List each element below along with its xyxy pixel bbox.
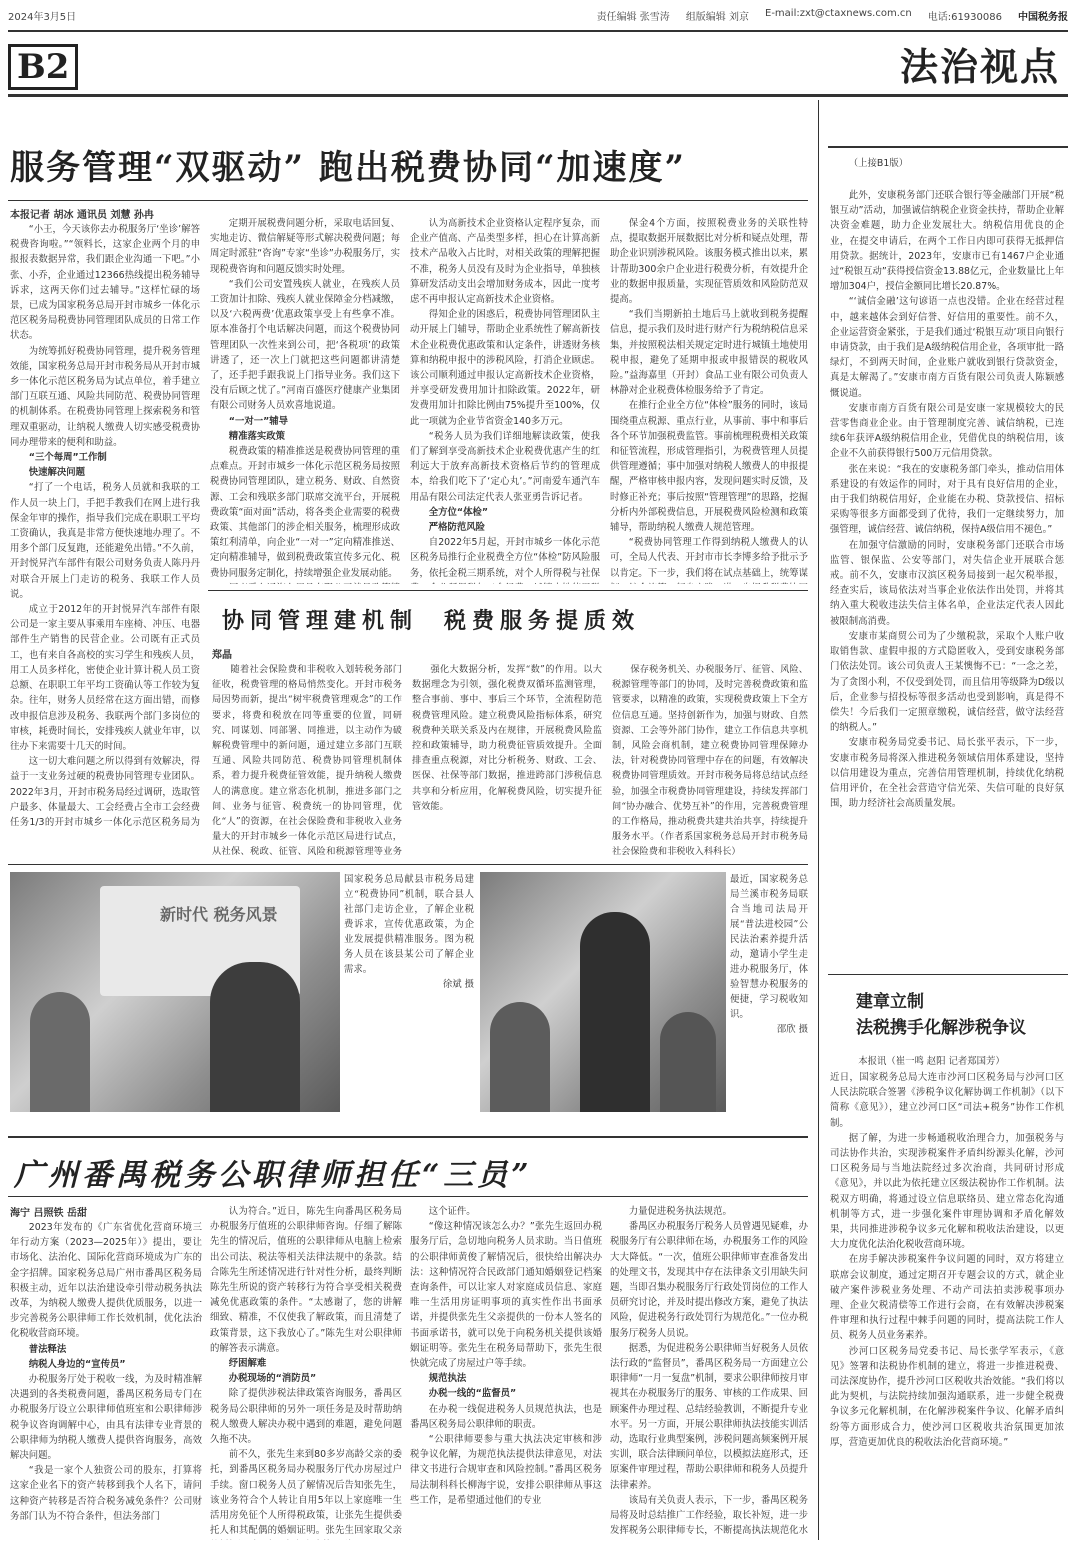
main-column-3 [410,216,600,584]
opinion-byline: 郑晶 [212,650,232,661]
guangzhou-column-1 [10,1220,202,1540]
photo-credit: 徐斌 摄 [442,979,474,990]
paragraph: “‘诚信金融’这句谚语一点也没错。企业在经营过程中，越来越体会到好信誉、好信用的重要性。前不久，企业运营资金紧张，于是我们通过‘税银互动’项目向银行申请贷款，由于我们是A级纳税信用企业，各项审批一路绿灯，不到两天时间，企业账户就收到银行贷款资金，真是太解渴了。”安康市南方百货有限公司负责人陈颖感慨说道。 [830,296,1064,399]
subhead: 办税现场的“消防员” [228,1373,317,1385]
guangzhou-column-4 [610,1204,808,1540]
subhead: 纳税人身边的“宣传员” [28,1358,126,1370]
section-title: 法治视点 [899,44,1060,89]
main-byline: 本报记者 胡冰 通讯员 刘慧 孙冉 [10,210,154,221]
student-figure [490,1002,550,1112]
paragraph: 随着社会保险费和非税收入划转税务部门征收，税费管理的格局悄然变化。开封市税务局因势而新，提出“树牢税费管理观念”的工作要求，将费和税放在同等重要的位置，同研究、同谋划、同部署、同推进，以主动作为破解税费管理中的新问题，通过建立多部门互联互通、风险共同防范、税费协同管理机制体系，着力提升税费征管效能，提升纳税人缴费人的满意度。建立常态化机制，推进多部门之间、业务与征管、税费统一的协同管理，优化“人”的资源，在社会保险费和非税收入业务量大的开封市城乡一体化示范区局进行试点，从社保、税政、征管、风险和税源管理等业务 [212,664,402,858]
photo-caption: 国家税务总局献县市税务局建立“税费协同”机制，联合县人社部门走访企业，了解企业税费诉求，宣传优惠政策，为企业发展提供精准服务。图为税务人员在该县某公司了解企业需求。 [344,874,474,975]
paragraph: 据悉，为促进税务公职律师当好税务人员依法行政的“监督员”，番禺区税务局一方面建立公职律师“一月一复盘”机制，要求公职律师按月审视其在办税服务厅的服务、审核的工作成果、回顾案件办理过程、总结经验教训，不断提升专业水平。另一方面，开展公职律师执法技能实训活动，选取行业典型案例，涉税问题高频案例开展实训，联合法律顾问单位，以模拟法庭形式，还原案件审理过程，帮助公职律师和税务人员提升法律素养。 [610,1342,808,1491]
subhead: 精准落实政策 [228,430,286,442]
exhibit-banner: 新时代 税务风景 [160,905,278,924]
email-address: E-mail:zxt@ctaxnews.com.cn [765,7,912,19]
main-headline: 服务管理“双驱动” 跑出税费协同“加速度” [10,148,687,188]
paragraph: 除了提供涉税法律政策咨询服务，番禺区税务局公职律师的另外一项任务是及时帮助纳税人缴费人解决办税中遇到的难题，避免问题久拖不决。 [210,1388,402,1446]
paragraph: 近日，国家税务总局大连市沙河口区税务局与沙河口区人民法院联合签署《涉税争议化解协调工作机制》（以下简称《意见》），建立沙河口区“司法+税务”协作工作机制。 [830,1072,1064,1129]
masthead-bar [8,4,1068,26]
paragraph: 在办税一线促进税务人员规范执法，也是番禺区税务局公职律师的职责。 [410,1403,602,1430]
paragraph: “我们当期新拍土地后马上就收到税务提醒信息，提示我们及时进行财产行为税纳税信息采集，并按照税法相关规定定时进行城镇土地使用税申报，避免了延期申报或申报错误的税收风险。”益海嘉里（开封）食品工业有限公司负责人林静对企业税费体检服务给予了肯定。 [610,309,808,397]
paragraph: 成立于2012年的开封悦昇汽车部件有限公司是一家主要从事乘用车座椅、冲压、电器部件生产销售的民营企业。公司既有正式员工，也有来自各高校的实习学生和残疾人员，用工人员多样化，密使企业计算计税人员工资总额、在职职工年平均工资确认等工作较为复杂。往年，财务人员经常在这方面出错，而修改申报信息涉及税务、我联两个部门多岗位的审核，耗费时间长，安排残疾人就业年审，以往办下来需要十几天的时间。 [10,604,200,752]
headline-rule [8,200,808,201]
subhead: “三个每周”工作制 [28,452,107,464]
paragraph: 张在来说：“我在的安康税务部门牵头，推动信用体系建设的有效运作的同时，对于具有良好信用的企业，由于我们纳税信用好，企业能在办税、贷款授信、招标采购等很多方面都受到了优待，我们一定继续努力，加强管理，诚信经营、诚信纳税，保持A级信用不褪色。” [830,463,1064,536]
paragraph: 自2022年5月起，开封市城乡一体化示范区税务局推行企业税费全方位“体检”防风险服务，依托金税三期系统，对个人所得税与社保 [410,537,600,579]
paragraph: 在房手解决涉税案件争议问题的同时，双方将建立联席会议制度，通过定期召开专题会议的方式，就企业破产案件涉税业务处理、不动产司法拍卖涉税事项办理、企业欠税清偿等工作进行会商，在有效解决涉税案件审理和执行过程中棘手问题的同时，提高法院工作人员、税务人员业务素养。 [830,1254,1064,1342]
subhead: 严格防范风险 [428,522,486,534]
right-photo-caption-box [730,872,808,1112]
opinion-headline-b: 税费服务提质效 [444,608,641,634]
paragraph: 2023年发布的《广东省优化营商环境三年行动方案（2023—2025年）》提出，要让市场化、法治化、国际化营商环境成为广东的金字招牌。国家税务总局广州市番禺区税务局积极主动，近年以法治建设牵引带动税务执法改革，为纳税人缴费人提供优质服务，以进一步完善税务公职律师工作长效机制，优化法治化税收营商环境。 [10,1222,202,1340]
photo-caption: 最近，国家税务总局兰溪市税务局联合当地司法局开展“普法进校园”公民法治素养提升活动，邀请小学生走进办税服务厅，体验智慧办税服务的便捷，学习税收知识。 [730,874,808,1020]
paragraph: “打了一个电话，税务人员就和我联的工作人员一块上门，手把手教我们在网上进行我保金年审的操作，指导我们完成在职职工平均工资确认，我真是非常方便快速地办理了。不用多个部门反复跑，还能避免出错。”不久前，开封悦昇汽车部件有限公司财务负责人陈丹丹对联合开展上门走访的税务、我联工作人员说。 [10,482,200,600]
paragraph: 认为符合。”近日，陈先生向番禺区税务局办税服务厅值班的公职律师咨询。仔细了解陈先生的情况后，值班的公职律师从电脑上检索出公司法、税法等相关法律法规中的条款。结合陈先生所述情况进行针对性分析，最终判断陈先生所说的资产转移行为符合享受相关税费减免优惠政策的条件。“太感谢了，您的讲解细致、精准，不仅使我了解政策，而且清楚了政策背景，这下我放心了。”陈先生对公职律师的解答表示满意。 [210,1206,402,1354]
subhead: 普法释法 [28,1343,67,1355]
sidebar-mid-rule [828,974,1068,975]
tax-officer-figure [580,912,650,1112]
paragraph: 安康市某商贸公司为了少缴税款，采取个人账户收取销售款、虚假申报的方式隐匿收入，受到安康税务部门依法处罚。该公司负责人王某懊悔不已：“一念之差，为了贪图小利，不仅受到处罚，而且信用等级降为D级以后，企业参与招投标等很多活动也受到影响，真是得不偿失！今后我们一定照章缴税，诚信经营，做守法经营的纳税人。” [830,630,1064,734]
guangzhou-column-2 [210,1204,402,1540]
sidebar-column-2 [830,1070,1064,1540]
sidebar-column-1 [830,188,1064,948]
sidebar-top-rule [828,146,1068,148]
guangzhou-rule-2 [8,1196,808,1197]
paragraph: 税费政策的精准推送是税费协同管理的重点难点。开封市城乡一体化示范区税务局按照税费协同管理团队，建立税务、财政、自然资源、工会和残联多部门联席交流平台，开展税费政策“面对面”活动，将各类企业需要的税费政策、其他部门的涉企相关服务，梳理形成政策红利清单，向企业“一对一”定向精准推送、定向精准辅导，做到税费政策宣传多元化、税费协同服务定制化，持续增强企业发展动能。 [210,446,400,579]
paragraph: “像这种情况该怎么办？”张先生返回办税服务厅后，急切地向税务人员求助。当日值班的公职律师黄俊了解情况后，很快给出解决办法：这种情况符合民政部门通知婚姻登记档案查询条件，可以让家人对家庭成员信息、家庭唯一生活用房证明事项的真实性作出书面承诺，并提供张先生父亲提供的一份本人签名的书面承诺书，就可以免于向税务机关提供该婚姻证明等。张先生在税务局帮助下，张先生很快就完成了房屋过户等手续。 [410,1221,602,1370]
opinion-column-3 [612,662,808,862]
main-column-4 [610,216,808,584]
sidebar-continued [830,156,1064,172]
opinion-column-1 [212,662,402,862]
person-figure [30,992,90,1112]
subhead: 纾困解难 [228,1358,267,1370]
continued-note: （上接B1版） [848,158,909,169]
opinion-rule [208,590,808,591]
paragraph: 认为高新技术企业资格认定程序复杂，而企业产值高、产品类型多样，担心在计算高新技术产品收入占比时，对相关政策的理解把握不准，税务人员没有及时为企业指导，单独核算研发活动支出会增加财务成本，因此一度考虑不再申报认定高新技术企业资格。 [410,218,600,306]
main-column-2 [210,216,400,584]
photo-rule [8,864,808,865]
paragraph: 此外，安康税务部门还联合银行等金融部门开展“税银互动”活动，加强诚信纳税企业资金扶持，帮助企业解决资金难题，助力企业发展壮大。纳税信用优良的企业，在提交申请后，在两个工作日内即可获得无抵押信用贷款。据统计，2023年，安康市已有1467户企业通过“税银互动”获得授信资金13.88亿元，企业数量比上年增加304户，授信金额同比增长20.87%。 [830,190,1064,293]
paragraph: 强化大数据分析，发挥“数”的作用。以大数据理念为引领，强化税费双循环监测管理，整合事前、事中、事后三个环节，全流程防范税费管理风险。建立税费风险指标体系，研究税费种关联关系及内在规律，开展税费风险监控和政策辅导，助力税费征管质效提升。全面排查重点税源，对比分析税务、财政、工会、医保、社保等部门数据，推进跨部门涉税信息共享和分析应用，化解税费风险，切实提升征管效能。 [412,664,602,812]
paragraph: 办税服务厅处于税收一线，为及时精准解决遇到的各类税费问题，番禺区税务局专门在办税服务厅设立公职律师值班室和公职律师涉税争议咨询调解中心，由具有法律专业背景的公职律师为纳税人缴费人提供咨询服务，高效解决问题。 [10,1374,202,1462]
paragraph: 在推行企业全方位“体检”服务的同时，该局围绕重点税源、重点行业，从事前、事中和事后各个环节加强税费监管。事前梳理税费相关政策和征管流程，形成管理指引，为税费管理人员提供管理遵循；事中加强对纳税人缴费人的申报提醒，严格审核申报内容，发现问题实时反馈，及时修正补充；事后按照“管理管理”的思路，挖掘分析内外部税费信息，开展税费风险检测和政策辅导，帮助纳税人缴费人规范管理。 [610,400,808,534]
paragraph [210,581,400,584]
paragraph: “我是一家个人独资公司的股东，打算将这家企业名下的资产转移到我个人名下，请问这种资产转移是否符合税务减免条件？公司财务部门认为不符合条件，但法务部门 [10,1465,202,1522]
subhead: “一对一”辅导 [228,415,288,427]
subhead: 全方位“体检” [428,506,488,518]
paragraph: 得知企业的困惑后，税费协同管理团队主动开展上门辅导，帮助企业系统性了解高新技术企业税费优惠政策和认定条件，讲透财务核算和纳税申报中的涉税风险，打消企业顾虑。该公司顺利通过申报认定高新技术企业资格，并享受研发费用加计扣除政策。2022年，研发费用加计扣除比例由75%提升至100%，仅此一项就为企业节省资金140多万元。 [410,309,600,427]
guangzhou-byline: 海宁 吕照铁 岳甜 [10,1208,87,1219]
paragraph: 在加强守信激励的同时，安康税务部门还联合市场监管、银保监、公安等部门，对失信企业开展联合惩戒。前不久，安康市汉滨区税务局接到一起欠税举报，经查实后，该局依法对当事企业依法作出处罚，并将其纳入重大税收违法失信主体名单，企业法定代表人因此被限制高消费。 [830,539,1064,627]
person-figure [210,962,300,1112]
guangzhou-column-3 [410,1204,602,1540]
sidebar-headline-b: 法税携手化解涉税争议 [856,1018,1026,1037]
subhead: 办税一线的“监督员” [428,1388,517,1400]
school-visit-photo [480,872,726,1112]
paragraph: “税务人员为我们详细地解读政策，使我们了解到享受高新技术企业税费优惠产生的红利远大于放弃高新技术资格后节约的管理成本，给我们吃下了‘定心丸’。”河南爱车通汽车用品有限公司法定代表人张亚勇告诉记者。 [410,430,600,503]
tax-exhibit-photo [10,872,340,1112]
issue-date: 2024年3月5日 [8,11,77,23]
paragraph: 该局有关负责人表示，下一步，番禺区税务局将及时总结推广工作经验，取长补短，进一步发挥税务公职律师专长，不断提高执法规范化水 [610,1494,808,1537]
paragraph: “我们公司安置残疾人就业，在残疾人员工资加计扣除、残疾人就业保障金分档减缴，以及‘六税两费’优惠政策享受上有些拿不准。原本准备打个电话解决问题，而这个税费协同管理团队一次性来到公司，把‘各税项’的政策讲透了，还一次上门就把这些问题都讲清楚了，还手把手跟我说上门指导业务。我们这下没有后顾之忧了。”河南百盛医疗健康产业集团有限公司财务人员欢喜地说道。 [210,278,400,412]
main-column-1 [10,222,200,828]
sidebar-divider [818,100,819,1540]
paragraph: 据了解，为进一步畅通税收治理合力，加强税务与司法协作共治，实现涉税案件矛盾纠纷源头化解，沙河口区税务局与当地法院经过多次治商，共同研讨形成《意见》，并以此为依托建立区级法税协作工作机制。法税双方明确，将通过设立信息联络员、建立常态化沟通机制等方式，进一步强化案件审理协调和矛盾化解效果，共同推进涉税争议多元化解和税收法治建设，以更大力度优化法治化税收营商环境。 [830,1132,1064,1251]
guangzhou-headline: 广州番禺税务公职律师担任“三员” [14,1158,533,1193]
layout-credit: 组版编辑 刘京 [685,11,749,23]
header-rule [8,94,1068,97]
paragraph: “小王，今天该你去办税服务厅‘坐诊’解答税费咨询啦。”“领料长，这家企业两个月的申报报表数据异常，我们跟企业沟通一下吧。”小张、小乔，企业通过12366热线提出税务辅导诉求，这两天你们过去辅导。”这样忙碌的场景，已成为国家税务总局开封市城乡一体化示范区税务局税费协同管理团队成员的日常工作状态。 [10,224,200,342]
paragraph: 保金4个方面，按照税费业务的关联性特点，提取数据开展数据比对分析和疑点处理，帮助企业识别涉税风险。该服务模式推出以来，累计帮助300余户企业进行税费分析，有效提升企业的数据申报质量，实现征管质效和风险防范双提高。 [610,218,808,306]
page-code: B2 [8,44,78,90]
subhead: 快速解决问题 [28,467,86,479]
paragraph: “税费协同管理工作得到纳税人缴费人的认可，全局人代表、开封市市长李博多给予批示予以肯定。下一步，我们将在试点基础上，统筹谋 [610,537,808,579]
subhead: 规范执法 [428,1373,467,1385]
paragraph: 安康市税务局党委书记、局长张平表示，下一步，安康市税务局将深入推进税务领域信用体系建设，坚持以信用建设为重点，完善信用管理机制，持续优化纳税信用评价，在全社会营造守信光荣、失信可耻的良好氛围，助力经济社会高质量发展。 [830,737,1064,810]
student-figure [660,1012,716,1112]
paragraph: 为统筹抓好税费协同管理，提升税务管理效能，国家税务总局开封市税务局从开封市城乡一体化示范区税务局为试点单位，着手建立部门互联互通、风险共同防范、税费协同管理的机制体系。在税费协同管理上探索税务和管理双重驱动，让纳税人缴费人切实感受税费协同办理带来的便利和助益。 [10,345,200,448]
paragraph: 这一切大难问题之所以得到有效解决，得益于一支业务过硬的税费协同管理专业团队。2022年3月，开封市税务局经过调研，选取管户最多、体量最大、工会经费占全市工会经费任务1/3的开封市城乡一体化示范区税务局为 [10,756,200,828]
guangzhou-rule [8,1136,808,1138]
opinion-column-2 [412,662,602,862]
editor-credit: 责任编辑 张雪涛 [596,11,670,23]
left-photo-caption-box [344,872,474,1112]
phone-number: 电话:61930086 [927,11,1002,23]
paragraph: 定期开展税费问题分析，采取电话回复、实地走访、微信解疑等形式解决税费问题；每周定时派驻“咨询”专家“坐诊”办税服务厅，实现税费咨询和问题反馈实时处理。 [210,218,400,275]
top-rule [8,30,1068,32]
paragraph: “公职律师要参与重大执法决定审核和涉税争议化解，为规范执法提供法律意见，对法律文书进行合规审查和风险控制。”番禺区税务局法制科科长柳海宇说，安排公职律师从事这些工作，是希望通过他们的专业 [410,1434,602,1506]
newspaper-name: 中国税务报 [1018,11,1068,23]
paragraph: 沙河口区税务局党委书记、局长张学军表示，《意见》签署和法税协作机制的建立，将进一步推进税费、司法深度协作，提升沙河口区税收共治效能。“我们将以此为契机，与法院持续加强沟通联系，进一步健全税费争议多元化解机制，在化解涉税案件争议、化解矛盾纠纷等方面形成合力，使沙河口区税收共治氛围更加浓厚，营造更加优良的税收法治化营商环境。” [830,1345,1064,1448]
paragraph: 保存税务机关、办税服务厅、征管、风险、税源管理等部门的协同，及时完善税费政策和监管要求，以精准的政策，实现税费政策上下全方位信息互通。坚持创新作为，加强与财政、自然资源、工会等外部门协作，建立工作信息共享机制，风险会商机制，建立税费协同管理保障办法，针对税费协同管理中存在的问题，有效解决税费协同管理质效。开封市税务局将总结试点经验，加强全市税费协同管理建设，持续发挥部门间“协办融合、优势互补”的作用，完善税费管理的工作格局，推动税费共建共治共享，持续提升服务水平。（作者系国家税务总局开封市税务局社会保险费和非税收入科科长） [612,664,808,858]
paragraph: 番禺区办税服务厅税务人员曾遇见疑难，办税服务厅有公职律师在场，办税服务工作的风险大大降低。“一次，值班公职律师审查准备发出的处理文书，发现其中存在法律条文引用缺失问题，当即召集办税服务厅行政处罚岗位的工作人员研究讨论，并及时提出修改方案，避免了执法风险，促进税务行政处罚行为规范化。”一位办税服务厅税务人员说。 [610,1221,808,1339]
paragraph: 这个证件。 [428,1206,476,1217]
sidebar-byline-box [830,1054,1064,1070]
sidebar-byline: 本报讯（崔一鸣 赵阳 记者郑国芳） [858,1056,1005,1067]
sidebar-headline-a: 建章立制 [856,992,924,1011]
paragraph: 力量促进税务执法规范。 [628,1206,732,1217]
paragraph: 前不久，张先生来到80多岁高龄父亲的委托，到番禺区税务局办税服务厅代办房屋过户手续。窗口税务人员了解情况后告知张先生，该业务符合个人转让自用5年以上家庭唯一生活用房免征个人所得税政策，让张先生提供委托人和其配偶的婚姻证明。张先生回家取父亲 [210,1449,402,1537]
opinion-headline-a: 协同管理建机制 [222,608,419,634]
photo-credit: 邵欣 摄 [776,1024,808,1035]
masthead-meta [168,8,1068,23]
paragraph: 安康市南方百货有限公司是安康一家规模较大的民营零售商业企业。由于管理制度完善、诚信纳税，已连续6年获评A级纳税信用企业，凭借优良的纳税信用，该企业不久前获得银行500万元信用贷款。 [830,402,1064,460]
